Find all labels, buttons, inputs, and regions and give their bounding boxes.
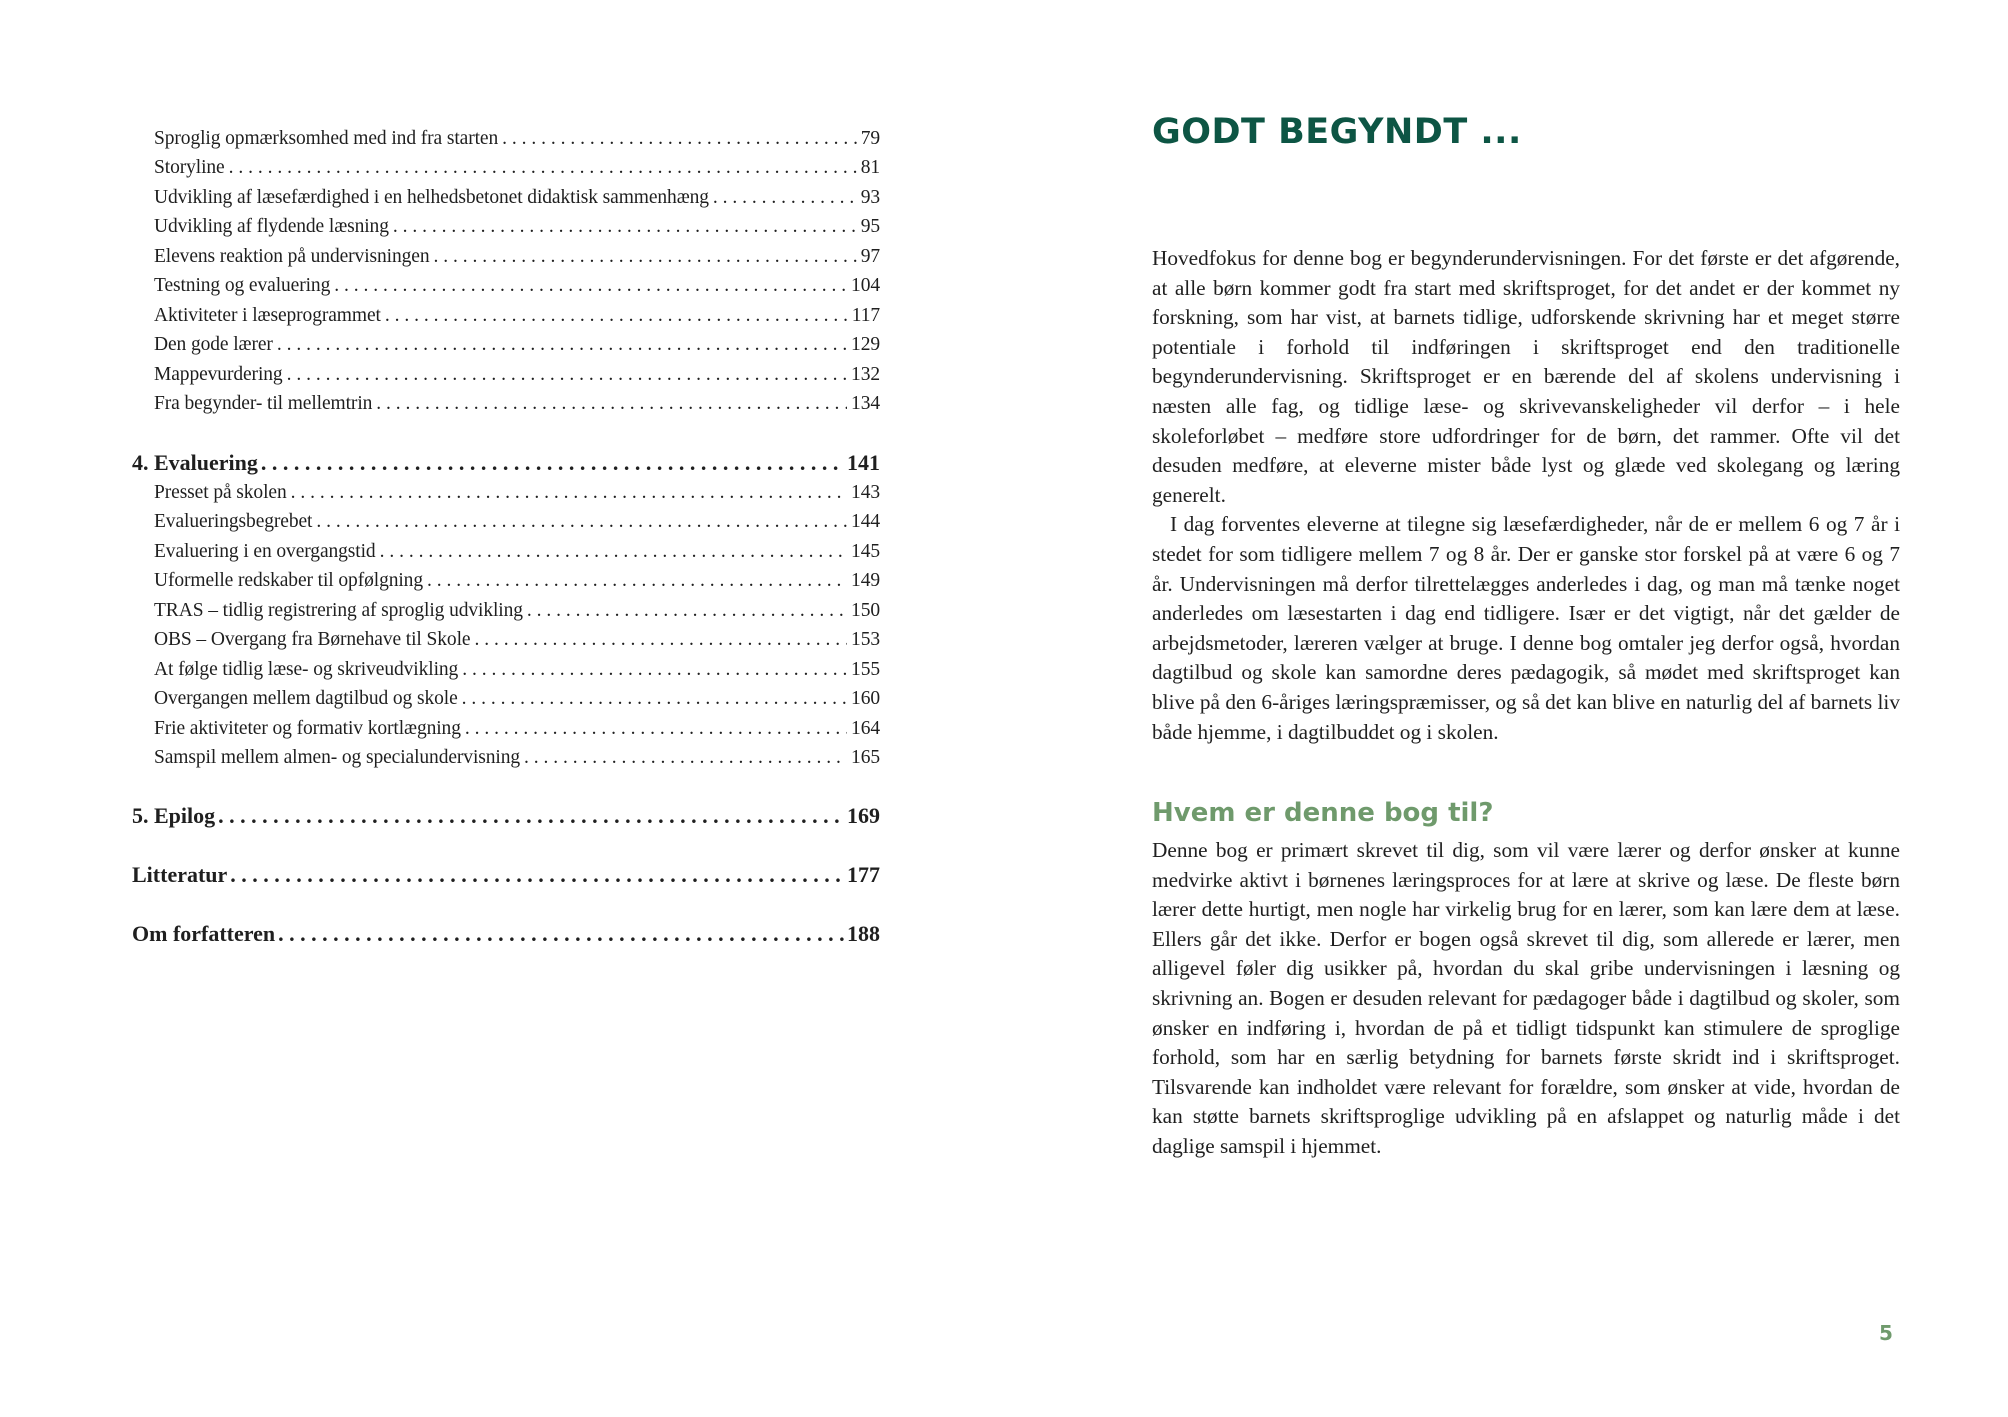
toc-entry-title: Evaluering i en overgangstid (154, 541, 376, 562)
toc-entry-title: 4. Evaluering (132, 450, 258, 475)
toc-entry-title: Evalueringsbegrebet (154, 511, 313, 532)
toc-entry-page: 169 (847, 803, 880, 828)
toc-entry-page: 149 (851, 570, 880, 591)
toc-entry[interactable] (154, 364, 880, 386)
toc-entry-page: 95 (860, 216, 880, 237)
toc-entry-page: 132 (851, 364, 880, 385)
toc-entry-title: Elevens reaktion på undervisningen (154, 246, 430, 267)
toc-leader-dots (527, 600, 847, 622)
toc-entry-page: 129 (851, 334, 880, 355)
toc-entry-title: At følge tidlig læse- og skriveudvikling (154, 659, 459, 680)
body-paragraph: I dag forventes eleverne at tilegne sig læsefærdigheder, når de er mellem 6 og 7 år i stedet for som tidligere mellem 7 og 8 år. Der er ganske stor forskel på at være 6 og 7 år. Undervisningen må derfor tilrettelægges anderledes i dag, og man må tænke noget anderledes om læsestarten i dag end tidligere. Især er det vigtigt, når det gælder de arbejdsmetoder, læreren vælger at bruge. I denne bog omtaler jeg derfor også, hvordan dagtilbud og skole kan samordne deres pædagogik, så mødet med skriftsproget kan blive på den 6-åriges læringspræmisser, og så det kan blive en naturlig del af barnets liv både hjemme, i dagtilbuddet og i skolen. (1152, 512, 1900, 744)
toc-entry-page: 177 (847, 862, 880, 887)
toc-leader-dots (462, 688, 847, 710)
toc-leader-dots (334, 275, 847, 297)
toc-leader-dots (229, 157, 857, 179)
toc-leader-dots (277, 334, 847, 356)
toc-entry[interactable] (154, 718, 880, 740)
toc-entry-title: Sproglig opmærksomhed med ind fra starten (154, 128, 499, 149)
chapter-title: GODT BEGYNDT ... (1152, 112, 1522, 152)
toc-entry-title: Udvikling af læsefærdighed i en helhedsbetonet didaktisk sammenhæng (154, 187, 709, 208)
toc-entry-page: 144 (851, 511, 880, 532)
toc-leader-dots (474, 629, 847, 651)
toc-leader-dots (462, 659, 847, 681)
toc-entry-page: 150 (851, 600, 880, 621)
toc-entry-title: 5. Epilog (132, 803, 216, 828)
toc-entry[interactable] (154, 334, 880, 356)
toc-leader-dots (433, 246, 856, 268)
toc-entry-page: 81 (860, 157, 880, 178)
toc-entry-title: Den gode lærer (154, 334, 273, 355)
toc-entry-title: Fra begynder- til mellemtrin (154, 393, 373, 414)
toc-entry[interactable] (154, 511, 880, 533)
toc-entry-page: 153 (851, 629, 880, 650)
toc-leader-dots (261, 450, 844, 476)
toc-entry[interactable] (154, 541, 880, 563)
toc-entry[interactable] (154, 216, 880, 238)
toc-entry[interactable] (154, 629, 880, 651)
toc-entry[interactable] (154, 246, 880, 268)
toc-entry-title: TRAS – tidlig registrering af sproglig udvikling (154, 600, 523, 621)
toc-entry-page: 117 (851, 305, 880, 326)
toc-entry-page: 155 (851, 659, 880, 680)
toc-entry-page: 141 (847, 450, 880, 475)
toc-entry[interactable] (154, 600, 880, 622)
toc-entry-title: Mappevurdering (154, 364, 283, 385)
toc-leader-dots (465, 718, 847, 740)
toc-entry[interactable] (154, 482, 880, 504)
toc-entry[interactable] (154, 659, 880, 681)
toc-chapter-entry[interactable] (132, 450, 880, 476)
toc-entry-page: 93 (860, 187, 880, 208)
toc-entry[interactable] (154, 187, 880, 209)
toc-leader-dots (287, 364, 847, 386)
toc-entry-title: Om forfatteren (132, 921, 276, 946)
toc-entry-page: 145 (851, 541, 880, 562)
toc-entry-page: 134 (851, 393, 880, 414)
toc-leader-dots (291, 482, 847, 504)
toc-entry-title: Uformelle redskaber til opfølgning (154, 570, 423, 591)
toc-entry-page: 188 (847, 921, 880, 946)
toc-chapter-entry[interactable] (132, 803, 880, 829)
toc-entry-page: 164 (851, 718, 880, 739)
toc-leader-dots (427, 570, 847, 592)
toc-entry-title: Udvikling af flydende læsning (154, 216, 389, 237)
toc-entry-title: Testning og evaluering (154, 275, 331, 296)
toc-entry-page: 165 (851, 747, 880, 768)
toc-entry[interactable] (154, 570, 880, 592)
toc-entry[interactable] (154, 128, 880, 150)
toc-leader-dots (713, 187, 857, 209)
toc-leader-dots (376, 393, 847, 415)
chapter-intro-text (1152, 244, 1900, 747)
toc-leader-dots (524, 747, 847, 769)
toc-entry[interactable] (154, 393, 880, 415)
toc-entry[interactable] (154, 305, 880, 327)
toc-leader-dots (278, 921, 844, 947)
toc-leader-dots (393, 216, 857, 238)
toc-entry-title: OBS – Overgang fra Børnehave til Skole (154, 629, 471, 650)
toc-leader-dots (502, 128, 857, 150)
right-page (1000, 0, 2008, 1417)
section-heading: Hvem er denne bog til? (1152, 798, 1494, 828)
toc-entry-title: Overgangen mellem dagtilbud og skole (154, 688, 458, 709)
toc-leader-dots (218, 803, 844, 829)
toc-entry-title: Storyline (154, 157, 225, 178)
toc-chapter-entry[interactable] (132, 862, 880, 888)
toc-entry-page: 104 (851, 275, 880, 296)
toc-entry[interactable] (154, 275, 880, 297)
toc-entry-page: 97 (860, 246, 880, 267)
toc-entry[interactable] (154, 157, 880, 179)
page-number: 5 (1879, 1321, 1893, 1345)
toc-entry-title: Litteratur (132, 862, 228, 887)
toc-entry[interactable] (154, 747, 880, 769)
table-of-contents (0, 0, 1000, 1417)
toc-chapter-entry[interactable] (132, 921, 880, 947)
section-text (1152, 836, 1900, 1162)
toc-entry-page: 160 (851, 688, 880, 709)
toc-entry-title: Aktiviteter i læseprogrammet (154, 305, 381, 326)
toc-entry-title: Samspil mellem almen- og specialundervisning (154, 747, 521, 768)
toc-leader-dots (380, 541, 847, 563)
toc-leader-dots (385, 305, 848, 327)
toc-entry-title: Frie aktiviteter og formativ kortlægning (154, 718, 461, 739)
body-paragraph: Denne bog er primært skrevet til dig, som vil være lærer og derfor ønsker at kunne medvirke aktivt i børnenes læringsproces for at lære at skrive og læse. De fleste børn lærer dette hurtigt, men nogle har virkelig brug for en lærer, som kan lære dem at læse. Ellers går det ikke. Derfor er bogen også skrevet til dig, som allerede er lærer, men alligevel føler dig usikker på, hvordan du skal gribe undervisningen i læsning og skrivning an. Bogen er desuden relevant for pædagoger både i dagtilbud og skoler, som ønsker en indføring i, hvordan de på et tidligt tidspunkt kan stimulere de sproglige forhold, som har en særlig betydning for barnets første skridt ind i skriftsproget. Tilsvarende kan indholdet være relevant for forældre, som ønsker at vide, hvordan de kan støtte barnets skriftsproglige udvikling på en afslappet og naturlig måde i det daglige samspil i hjemmet. (1152, 838, 1900, 1158)
toc-leader-dots (230, 862, 844, 888)
body-paragraph: Hovedfokus for denne bog er begynderundervisningen. For det første er det afgørende, at alle børn kommer godt fra start med skriftsproget, for det andet er der kommet ny forskning, som har vist, at barnets tidlige, udforskende skrivning har et meget større potentiale i forhold til indføringen i skriftsproget end den traditionelle begynderundervisning. Skriftsproget er en bærende del af skolens undervisning i næsten alle fag, og tidlige læse- og skrivevanskeligheder vil derfor – i hele skoleforløbet – medføre store udfordringer for de børn, det rammer. Ofte vil det desuden medføre, at eleverne mister både lyst og glæde ved skolegang og læring generelt. (1152, 246, 1900, 507)
toc-entry-page: 143 (851, 482, 880, 503)
toc-entry-title: Presset på skolen (154, 482, 287, 503)
toc-leader-dots (316, 511, 847, 533)
toc-entry[interactable] (154, 688, 880, 710)
toc-entry-page: 79 (860, 128, 880, 149)
